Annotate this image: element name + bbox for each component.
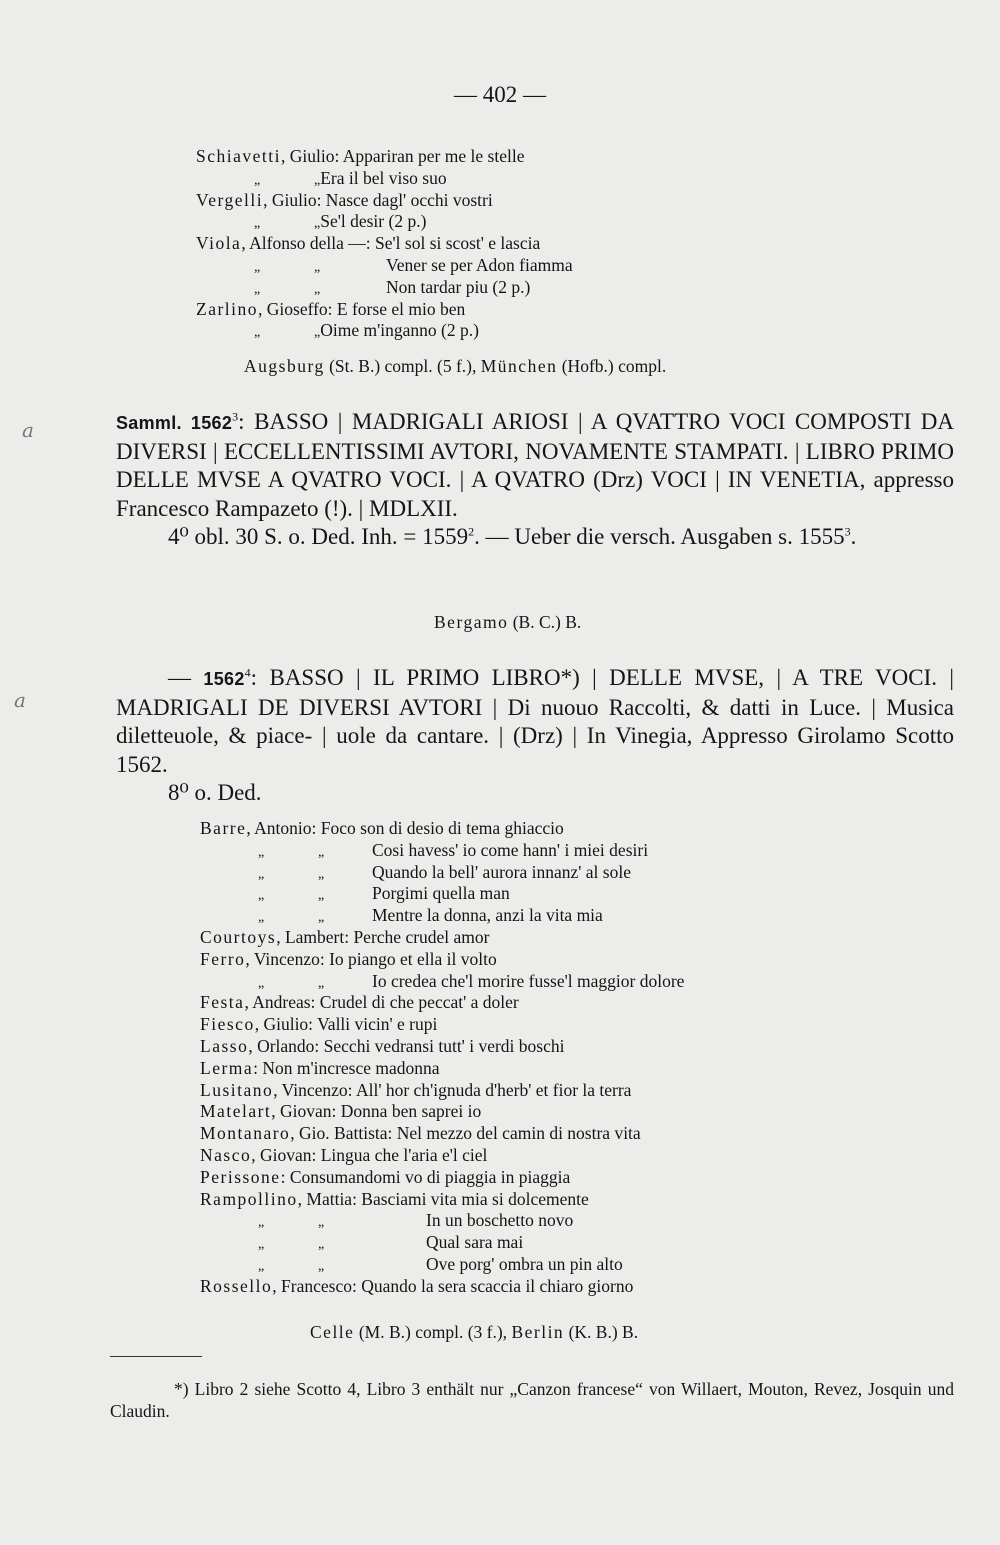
ditto-mark: „ (318, 1215, 325, 1231)
ditto-mark: „ (318, 910, 325, 926)
entry-description: 8⁰ o. Ded. (168, 780, 262, 805)
composer-work: , Vincenzo: All' hor ch'ignuda d'herb' et fior la terra (273, 1079, 632, 1100)
work-title: Quando la bell' aurora innanz' al sole (372, 861, 631, 882)
entry-label-sup: 4 (244, 665, 251, 680)
library-city: Berlin (511, 1322, 565, 1342)
library-city: Bergamo (434, 612, 509, 632)
composer-work: , Mattia: Basciami vita mia si dolcemente (297, 1188, 589, 1209)
ditto-mark: „ (318, 975, 325, 991)
composer-list-2 (200, 818, 684, 1298)
ditto-mark: „ (258, 1237, 265, 1253)
work-title: Ove porg' ombra un pin alto (426, 1253, 623, 1274)
composer-work: , Orlando: Secchi vedransi tutt' i verdi boschi (248, 1035, 565, 1056)
composer-name: Perissone (200, 1166, 281, 1187)
library-citation-1 (244, 356, 666, 377)
composer-line (200, 949, 684, 971)
composer-name: Nasco (200, 1144, 252, 1165)
work-title: Mentre la donna, anzi la vita mia (372, 905, 603, 926)
ditto-mark: „ (254, 281, 261, 297)
ditto-mark: „ (318, 866, 325, 882)
library-citation-3 (310, 1322, 638, 1343)
entry-title: : BASSO | MADRIGALI ARIOSI | A QVATTRO VOCI COMPOSTI DA DIVERSI | ECCELLENTISSIMI AVTORI, NOVAMENTE STAMPATI. | LIBRO PRIMO DELLE MVSE A QVATRO VOCI. | A QVATRO (Drz) VOCI | IN VENETIA, appresso Francesco Rampazeto (!). | MDLXII. (116, 409, 954, 521)
entry-label: Samml. 1562 (116, 413, 233, 433)
work-title: Se'l desir (2 p.) (320, 211, 427, 232)
composer-name: Barre (200, 818, 247, 838)
composer-name: Montanaro (200, 1123, 291, 1144)
composer-name: Rampollino (200, 1188, 298, 1209)
ditto-mark: „ (258, 844, 265, 860)
ditto-mark: „ (318, 1237, 325, 1253)
ditto-mark: „ (318, 844, 325, 860)
composer-line (200, 1014, 684, 1036)
composer-name: Lasso (200, 1035, 249, 1056)
footnote (110, 1378, 954, 1422)
library-city: Celle (310, 1322, 355, 1342)
composer-work: : Non m'increscе madonna (253, 1057, 440, 1078)
composer-name: Lusitano (200, 1079, 274, 1100)
work-title: Vener se per Adon fiamma (386, 254, 573, 275)
composer-work: , Antonio: Foco son di desio di tema ghiaccio (246, 818, 564, 838)
composer-name: Schiavetti (196, 146, 281, 166)
ditto-mark: „ (314, 259, 321, 275)
library-detail: (Hofb.) compl. (557, 356, 667, 376)
composer-work: , Giovan: Lingua che l'aria e'l ciel (251, 1144, 488, 1165)
composer-line (200, 1232, 684, 1254)
ditto-mark: „ (258, 888, 265, 904)
library-citation-2 (434, 612, 581, 633)
composer-line (196, 190, 573, 212)
composer-line (200, 862, 684, 884)
composer-line (196, 168, 573, 190)
ditto-mark: „ (258, 1215, 265, 1231)
library-city: München (480, 356, 558, 376)
composer-name: Viola (196, 233, 242, 254)
composer-line (200, 1189, 684, 1211)
composer-line (200, 992, 684, 1014)
composer-work: , Lambert: Perche crudel amor (276, 926, 490, 947)
composer-line (200, 971, 684, 993)
catalog-entry-1562-3: Samml. 1562$^3$: BASSO | MADRIGALI ARIOSI | A QVATTRO VOCI COMPOSTI DA DIVERSI | ECCELLENTISSIMI AVTORI, NOVAMENTE STAMPATI. | LIBRO PRIMO DELLE MVSE A QVATRO VOCI. | A QVATRO (Drz) VOCI | IN VENETIA, appresso Francesco Rampazeto (!). | MDLXII. 4⁰ obl. 30 S. o. Ded. Inh. = $1559^2$. — Ueber die versch. Ausgaben s. 1555$^3$. (116, 409, 954, 549)
composer-line (200, 1167, 684, 1189)
composer-line (196, 146, 573, 168)
composer-name: Rossello (200, 1275, 273, 1296)
ditto-mark: „ (258, 975, 265, 991)
margin-mark: a (22, 418, 34, 442)
composer-line (200, 1058, 684, 1080)
footnote-rule (110, 1356, 202, 1357)
ditto-mark: „ (254, 216, 261, 232)
work-title: Io credea che'l morire fusse'l maggior dolore (372, 970, 685, 991)
composer-line (196, 233, 573, 255)
entry-description: 4⁰ obl. 30 S. o. Ded. Inh. = 1559 (168, 524, 469, 549)
composer-line (200, 927, 684, 949)
work-title: Non tardar piu (2 p.) (386, 276, 531, 297)
ditto-mark: „ (318, 1258, 325, 1274)
composer-line (200, 905, 684, 927)
library-detail: (K. B.) B. (564, 1322, 639, 1342)
composer-work: , Gioseffo: E forse el mio ben (258, 298, 466, 319)
ditto-mark: „ (314, 325, 321, 341)
work-title: Porgimi quella man (372, 883, 510, 904)
composer-name: Zarlino (196, 298, 259, 319)
composer-line (200, 818, 684, 840)
library-detail: (M. B.) compl. (3 f.), (354, 1322, 512, 1342)
composer-work: : Consumandomi vo di piaggia in piaggia (280, 1166, 571, 1187)
catalog-entry-1562-4 (116, 664, 954, 808)
composer-line (200, 1145, 684, 1167)
work-title: Oime m'inganno (2 p.) (320, 320, 479, 341)
margin-mark: a (14, 688, 26, 712)
library-city: Augsburg (244, 356, 325, 376)
entry-label: 1562 (203, 669, 245, 689)
work-title: In un boschetto novo (426, 1210, 574, 1231)
ditto-mark: „ (314, 281, 321, 297)
library-detail: (B. C.) B. (508, 612, 582, 632)
composer-line (200, 883, 684, 905)
work-title: Era il bel viso suo (320, 167, 447, 188)
ditto-mark: „ (254, 259, 261, 275)
composer-name: Matelart (200, 1101, 272, 1122)
composer-work: , Andreas: Crudel di che peccat' a doler (244, 992, 519, 1013)
composer-line (200, 1276, 684, 1298)
composer-work: , Alfonso della —: Se'l sol si scost' e lascia (241, 233, 541, 254)
composer-line (196, 320, 573, 342)
work-title: Cosi havess' io come hann' i miei desiri (372, 839, 649, 860)
composer-name: Courtoys (200, 926, 277, 947)
composer-name: Ferro (200, 948, 246, 969)
ditto-mark: „ (314, 216, 321, 232)
composer-line (196, 277, 573, 299)
composer-line (200, 1123, 684, 1145)
ditto-mark: „ (318, 888, 325, 904)
composer-work: , Gio. Battista: Nel mezzo del camin di nostra vita (290, 1123, 641, 1144)
composer-work: , Giulio: Nasce dagl' occhi vostri (263, 189, 493, 210)
entry-title: : BASSO | IL PRIMO LIBRO*) | DELLE MVSE, | A TRE VOCI. | MADRIGALI DE DIVERSI AVTORI | Di nuouo Raccolti, & datti in Luce. | Musica diletteuole, & piace- | uole da cantare. | (Drz) | In Vinegia, Appresso Girolamo Scotto 1562. (116, 665, 954, 777)
ditto-mark: „ (254, 172, 261, 188)
composer-line (200, 1101, 684, 1123)
composer-name: Festa (200, 992, 245, 1013)
entry-dash: — (168, 665, 204, 690)
composer-name: Vergelli (196, 189, 264, 210)
composer-line (200, 1254, 684, 1276)
composer-name: Lerma (200, 1057, 254, 1078)
composer-line (196, 299, 573, 321)
composer-list-1 (196, 146, 573, 342)
ditto-mark: „ (258, 1258, 265, 1274)
ditto-mark: „ (258, 866, 265, 882)
ditto-mark: „ (314, 172, 321, 188)
composer-line (196, 211, 573, 233)
composer-line (200, 1210, 684, 1232)
composer-work: , Vincenzo: Io piango et ella il volto (245, 948, 497, 969)
library-detail: (St. B.) compl. (5 f.), (324, 356, 481, 376)
entry-label-sup: 3 (232, 409, 239, 424)
work-title: Qual sara mai (426, 1232, 524, 1253)
composer-line (200, 1036, 684, 1058)
page-number: — 402 — (454, 82, 546, 107)
composer-work: , Giulio: Appariran per me le stelle (280, 146, 525, 166)
composer-line (200, 1080, 684, 1102)
composer-work: , Giulio: Valli vicin' e rupi (254, 1014, 438, 1035)
composer-line (200, 840, 684, 862)
composer-work: , Giovan: Donna ben saprei io (271, 1101, 482, 1122)
footnote-text: *) Libro 2 siehe Scotto 4, Libro 3 enthält nur „Canzon francese“ von Willaert, Mouton, Revez, Josquin und Claudin. (110, 1379, 954, 1421)
composer-work: , Francesco: Quando la sera scaccia il chiaro giorno (272, 1275, 634, 1296)
composer-name: Fiesco (200, 1014, 255, 1035)
ditto-mark: „ (258, 910, 265, 926)
ditto-mark: „ (254, 325, 261, 341)
composer-line (196, 255, 573, 277)
